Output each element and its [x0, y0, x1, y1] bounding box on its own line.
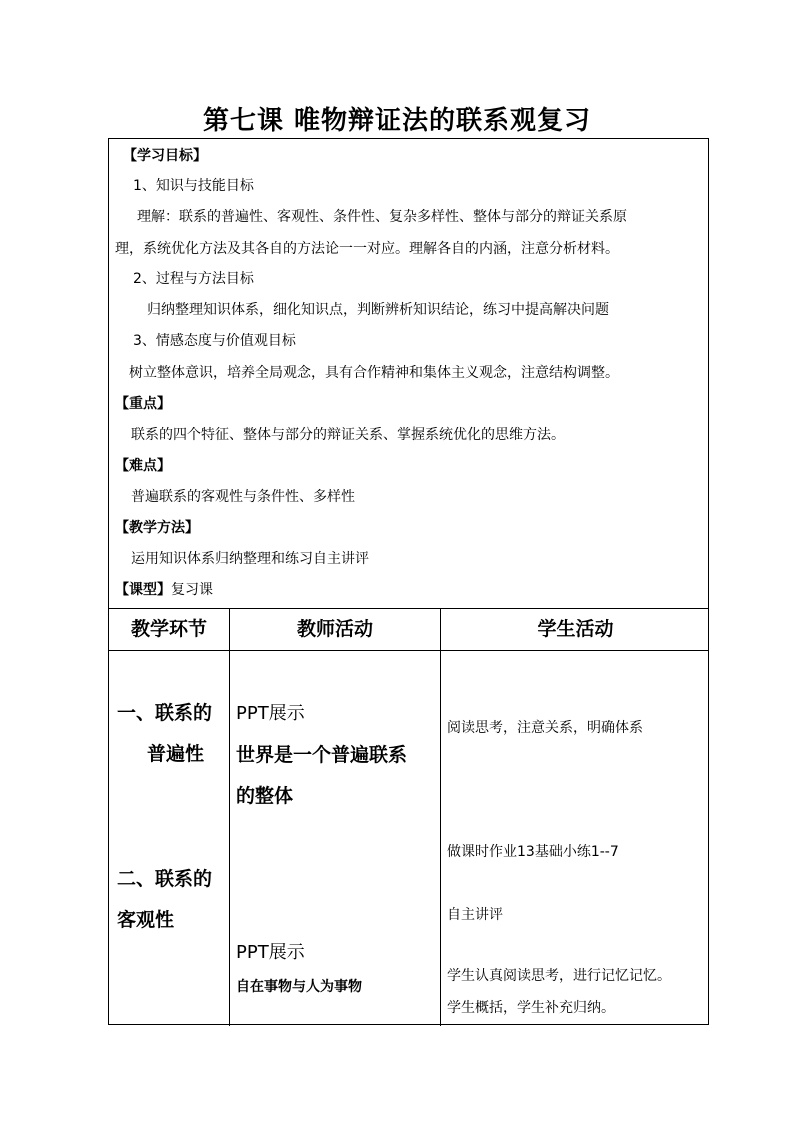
- student-2-text: 做课时作业13基础小练1--7: [447, 844, 619, 860]
- divider: [440, 608, 441, 1026]
- stage-1-line1: 一、联系的: [117, 702, 213, 724]
- student-3-text: 自主讲评: [447, 907, 503, 923]
- stage-2-line1: 二、联系的: [117, 868, 213, 890]
- key-points-text: 联系的四个特征、整体与部分的辩证关系、掌握系统优化的思维方法。: [131, 427, 565, 443]
- page-title: 第七课 唯物辩证法的联系观复习: [202, 106, 592, 136]
- objective-3-text: 树立整体意识，培养全局观念，具有合作精神和集体主义观念，注意结构调整。: [129, 365, 619, 381]
- stage-2-line2: 客观性: [117, 909, 175, 931]
- teacher-2-line1: 自在事物与人为事物: [236, 979, 362, 995]
- header-teacher-activity: 教师活动: [296, 618, 373, 640]
- objective-1-title: 1、知识与技能目标: [133, 178, 254, 194]
- student-5-text: 学生概括，学生补充归纳。: [447, 1000, 615, 1016]
- teacher-1-line1: 世界是一个普遍联系: [236, 744, 408, 766]
- stage-1-line2: 普遍性: [147, 743, 205, 765]
- lesson-type: [115, 581, 213, 599]
- teacher-1-line2: 的整体: [236, 785, 294, 807]
- lesson-type-heading: 【课型】: [115, 582, 171, 598]
- difficulties-text: 普遍联系的客观性与条件性、多样性: [131, 489, 355, 505]
- student-1-text: 阅读思考，注意关系，明确体系: [447, 720, 643, 736]
- header-stage: 教学环节: [130, 618, 207, 640]
- divider: [109, 608, 708, 609]
- objective-3-title: 3、情感态度与价值观目标: [133, 333, 296, 349]
- objectives-heading: 【学习目标】: [123, 148, 207, 164]
- objective-2-title: 2、过程与方法目标: [133, 271, 254, 287]
- difficulties-heading: 【难点】: [115, 458, 171, 474]
- divider: [229, 608, 230, 1026]
- lesson-type-text: 复习课: [171, 582, 213, 598]
- objective-1-text-line2: 理，系统优化方法及其各自的方法论一一对应。理解各自的内涵，注意分析材料。: [115, 241, 619, 257]
- student-4-text: 学生认真阅读思考，进行记忆记忆。: [447, 968, 671, 984]
- header-student-activity: 学生活动: [537, 618, 614, 640]
- key-points-heading: 【重点】: [115, 396, 171, 412]
- teacher-1-ppt: PPT展示: [236, 703, 305, 724]
- objective-1-text-line1: 理解：联系的普遍性、客观性、条件性、复杂多样性、整体与部分的辩证关系原: [137, 209, 627, 225]
- method-text: 运用知识体系归纳整理和练习自主讲评: [131, 551, 369, 567]
- lesson-plan-table: [108, 138, 709, 1025]
- divider: [109, 650, 708, 651]
- teacher-2-ppt: PPT展示: [236, 942, 305, 963]
- method-heading: 【教学方法】: [115, 520, 199, 536]
- objective-2-text: 归纳整理知识体系，细化知识点，判断辨析知识结论，练习中提高解决问题: [147, 302, 609, 318]
